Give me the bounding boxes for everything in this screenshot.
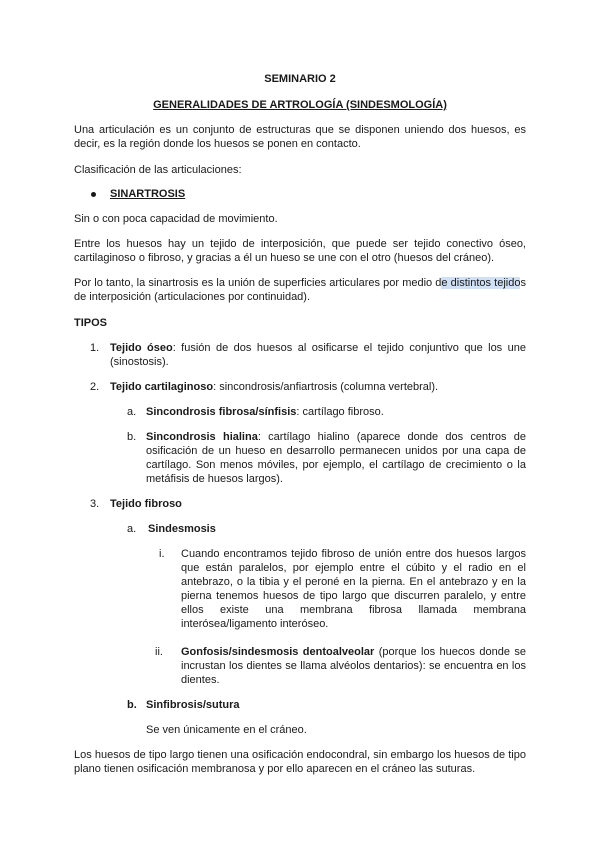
sinartrosis-heading: SINARTROSIS [110,188,186,200]
conclusion-text-a: Por lo tanto, la sinartrosis es la unión de superficies articulares por medio d [74,277,442,289]
document-subtitle: GENERALIDADES DE ARTROLOGÍA (SINDESMOLOGÍA) [153,99,447,111]
item-2b-number: b. [127,431,137,443]
item-3b-term: Sinfibrosis/sutura [146,699,240,711]
item-2b-text [146,430,526,486]
item-2-term: Tejido cartilaginoso [110,381,214,393]
sinartrosis-description: Sin o con poca capacidad de movimiento. [74,213,278,225]
item-1-number: 1. [90,342,100,354]
item-3b-number: b. [127,699,137,711]
item-3a-number: a. [127,523,137,535]
item-1-text [110,341,526,369]
item-3a-term: Sindesmosis [148,523,216,535]
item-3b-desc: Se ven únicamente en el cráneo. [146,724,307,736]
item-3-number: 3. [90,498,100,510]
item-2-desc: : sincondrosis/anfiartrosis (columna vertebral). [213,381,439,393]
conclusion-text-b: s de interposición (articulaciones por continuidad). [74,277,526,303]
bullet-dot-icon [91,192,96,197]
item-3a-i-number: i. [159,548,165,560]
item-3-term: Tejido fibroso [110,498,182,510]
item-2b-desc: : cartílago hialino (aparece donde dos centros de osificación de un hueso en desarrollo permanecen unidos por una capa de cartílago. Son menos móviles, por ejemplo, el cartílago de crecimiento o la metáfisis de huesos largos). [146,431,526,485]
item-3a-i-text: Cuando encontramos tejido fibroso de unión entre dos huesos largos que están paralelos, por ejemplo entre el cúbito y el radio en el antebrazo, o la tibia y el peroné en la pierna. En el antebrazo y en la pierna tenemos huesos de tipo largo que discurren paralelo, y entre ellos existe una membrana fibrosa llamada membrana interósea/ligamento interóseo. [181,548,526,630]
item-1-desc: : fusión de dos huesos al osificarse el tejido conjuntivo que los une (sinostosis). [110,342,526,368]
intro-paragraph: Una articulación es un conjunto de estructuras que se disponen uniendo dos huesos, es decir, es la región donde los huesos se ponen en contacto. [74,124,526,150]
item-2-number: 2. [90,381,100,393]
item-3a-ii-desc: (porque los huecos donde se incrustan los dientes se llama alvéolos dentarios): se encuentra en los dientes. [181,646,526,686]
tipos-heading: TIPOS [74,317,108,329]
item-2b-term: Sincondrosis hialina [146,431,258,443]
item-2a-text [146,405,526,419]
item-1-term: Tejido óseo [110,342,173,354]
classification-label: Clasificación de las articulaciones: [74,164,242,176]
item-2a-desc: : cartílago fibroso. [296,406,384,418]
item-3a-ii-text [181,645,526,687]
conclusion-paragraph [74,276,526,304]
document-title: SEMINARIO 2 [264,73,336,85]
item-2-text [110,380,526,394]
item-2a-number: a. [127,406,137,418]
item-3a-ii-term: Gonfosis/sindesmosis dentoalveolar [181,646,375,658]
highlighted-text[interactable]: e distintos tejido [441,277,521,289]
item-2a-term: Sincondrosis fibrosa/sínfisis [146,406,297,418]
closing-paragraph: Los huesos de tipo largo tienen una osificación endocondral, sin embargo los huesos de tipo plano tienen osificación membranosa y por ello aparecen en el cráneo las suturas. [74,749,526,775]
interposition-paragraph: Entre los huesos hay un tejido de interposición, que puede ser tejido conectivo óseo, cartilaginoso o fibroso, y gracias a él un hueso se une con el otro (huesos del cráneo). [74,238,526,264]
item-3a-ii-number: ii. [155,646,163,658]
